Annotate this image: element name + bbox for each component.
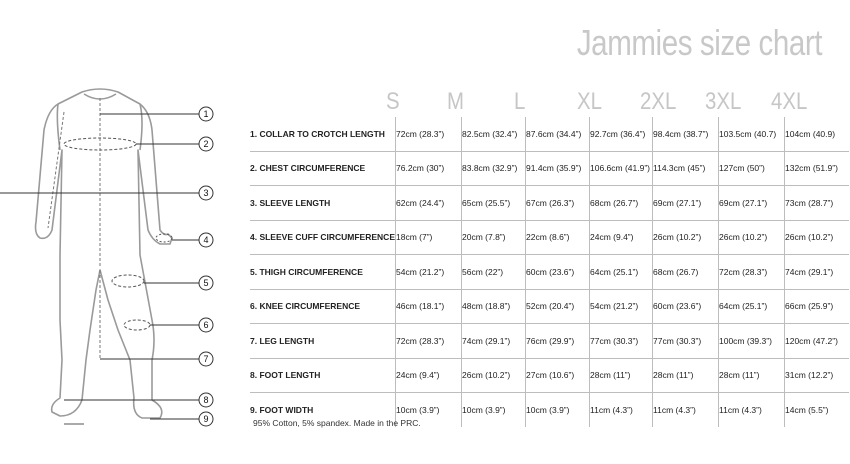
cell-value: 74cm (29.1”) (462, 324, 526, 359)
size-chart-table (250, 117, 849, 427)
size-header-m: M (447, 88, 464, 115)
cell-value: 26cm (10.2”) (462, 358, 526, 393)
cell-value: 76cm (29.9”) (526, 324, 590, 359)
body-figure (0, 0, 240, 464)
cell-value: 72cm (28.3”) (719, 255, 785, 290)
table-row (250, 220, 849, 255)
svg-text:3: 3 (203, 188, 209, 198)
cell-value: 82.5cm (32.4”) (462, 117, 526, 151)
marker-2 (199, 137, 213, 151)
size-header-4xl: 4XL (771, 88, 808, 115)
cell-value: 22cm (8.6”) (526, 220, 590, 255)
cell-value: 76.2cm (30”) (396, 151, 462, 186)
cell-value: 60cm (23.6”) (526, 255, 590, 290)
cell-value: 77cm (30.3”) (653, 324, 719, 359)
cell-value: 67cm (26.3”) (526, 186, 590, 221)
cell-value: 104cm (40.9) (785, 117, 849, 151)
row-label: 1. COLLAR TO CROTCH LENGTH (250, 117, 396, 151)
cell-value: 83.8cm (32.9”) (462, 151, 526, 186)
row-label: 6. KNEE CIRCUMFERENCE (250, 289, 396, 324)
svg-text:2: 2 (203, 139, 209, 149)
cell-value: 10cm (3.9”) (462, 393, 526, 427)
cell-value: 24cm (9.4”) (590, 220, 653, 255)
cell-value: 11cm (4.3”) (719, 393, 785, 427)
marker-4 (199, 233, 213, 247)
cell-value: 54cm (21.2”) (590, 289, 653, 324)
cell-value: 77cm (30.3”) (590, 324, 653, 359)
table-row (250, 289, 849, 324)
svg-text:8: 8 (203, 395, 209, 405)
cell-value: 69cm (27.1”) (653, 186, 719, 221)
row-label: 3. SLEEVE LENGTH (250, 186, 396, 221)
size-header-xl: XL (577, 88, 602, 115)
cell-value: 28cm (11”) (653, 358, 719, 393)
cell-value: 69cm (27.1”) (719, 186, 785, 221)
svg-text:6: 6 (203, 320, 209, 330)
marker-1 (199, 107, 213, 121)
cell-value: 60cm (23.6”) (653, 289, 719, 324)
cell-value: 91.4cm (35.9”) (526, 151, 590, 186)
marker-3 (199, 186, 213, 200)
table-row (250, 117, 849, 151)
table-row (250, 186, 849, 221)
cell-value: 48cm (18.8”) (462, 289, 526, 324)
cell-value: 65cm (25.5”) (462, 186, 526, 221)
size-header-s: S (386, 88, 400, 115)
cell-value: 10cm (3.9”) (396, 393, 462, 427)
table-row (250, 358, 849, 393)
footnote: 95% Cotton, 5% spandex. Made in the PRC. (253, 418, 421, 428)
table-row (250, 151, 849, 186)
marker-9 (199, 412, 213, 426)
marker-6 (199, 318, 213, 332)
cell-value: 24cm (9.4”) (396, 358, 462, 393)
cell-value: 28cm (11”) (719, 358, 785, 393)
cell-value: 11cm (4.3”) (590, 393, 653, 427)
cell-value: 127cm (50”) (719, 151, 785, 186)
cell-value: 27cm (10.6”) (526, 358, 590, 393)
svg-text:7: 7 (203, 354, 209, 364)
cell-value: 10cm (3.9”) (526, 393, 590, 427)
cell-value: 120cm (47.2”) (785, 324, 849, 359)
cell-value: 20cm (7.8”) (462, 220, 526, 255)
cell-value: 68cm (26.7”) (590, 186, 653, 221)
cell-value: 103.5cm (40.7) (719, 117, 785, 151)
cell-value: 46cm (18.1”) (396, 289, 462, 324)
marker-8 (199, 393, 213, 407)
marker-7 (199, 352, 213, 366)
cell-value: 68cm (26.7) (653, 255, 719, 290)
cell-value: 52cm (20.4”) (526, 289, 590, 324)
svg-text:4: 4 (203, 235, 209, 245)
size-header-3xl: 3XL (705, 88, 742, 115)
cell-value: 132cm (51.9”) (785, 151, 849, 186)
row-label: 7. LEG LENGTH (250, 324, 396, 359)
cell-value: 56cm (22”) (462, 255, 526, 290)
cell-value: 87.6cm (34.4”) (526, 117, 590, 151)
row-label: 8. FOOT LENGTH (250, 358, 396, 393)
cell-value: 72cm (28.3”) (396, 324, 462, 359)
cell-value: 73cm (28.7”) (785, 186, 849, 221)
cell-value: 64cm (25.1”) (590, 255, 653, 290)
cell-value: 62cm (24.4”) (396, 186, 462, 221)
cell-value: 54cm (21.2”) (396, 255, 462, 290)
row-label: 5. THIGH CIRCUMFERENCE (250, 255, 396, 290)
cell-value: 74cm (29.1”) (785, 255, 849, 290)
cell-value: 98.4cm (38.7”) (653, 117, 719, 151)
marker-5 (199, 276, 213, 290)
svg-text:9: 9 (203, 414, 209, 424)
cell-value: 114.3cm (45”) (653, 151, 719, 186)
cell-value: 66cm (25.9”) (785, 289, 849, 324)
cell-value: 26cm (10.2”) (719, 220, 785, 255)
row-label: 9. FOOT WIDTH (250, 393, 396, 427)
svg-text:1: 1 (203, 109, 209, 119)
size-header-l: L (514, 88, 526, 115)
cell-value: 18cm (7”) (396, 220, 462, 255)
cell-value: 14cm (5.5”) (785, 404, 829, 415)
cell-value: 106.6cm (41.9”) (590, 151, 653, 186)
row-label: 2. CHEST CIRCUMFERENCE (250, 151, 396, 186)
page-title: Jammies size chart (576, 22, 822, 63)
cell-value: 11cm (4.3”) (653, 393, 719, 427)
cell-value: 100cm (39.3”) (719, 324, 785, 359)
svg-text:5: 5 (203, 278, 209, 288)
cell-value: 28cm (11”) (590, 358, 653, 393)
cell-value: 72cm (28.3”) (396, 117, 462, 151)
cell-value: 31cm (12.2”) (785, 358, 849, 393)
cell-value: 64cm (25.1”) (719, 289, 785, 324)
table-row (250, 255, 849, 290)
cell-value: 26cm (10.2”) (653, 220, 719, 255)
cell-value: 92.7cm (36.4”) (590, 117, 653, 151)
table-row (250, 324, 849, 359)
cell-value: 26cm (10.2”) (785, 220, 849, 255)
row-label: 4. SLEEVE CUFF CIRCUMFERENCE (250, 220, 396, 255)
size-header-2xl: 2XL (640, 88, 677, 115)
